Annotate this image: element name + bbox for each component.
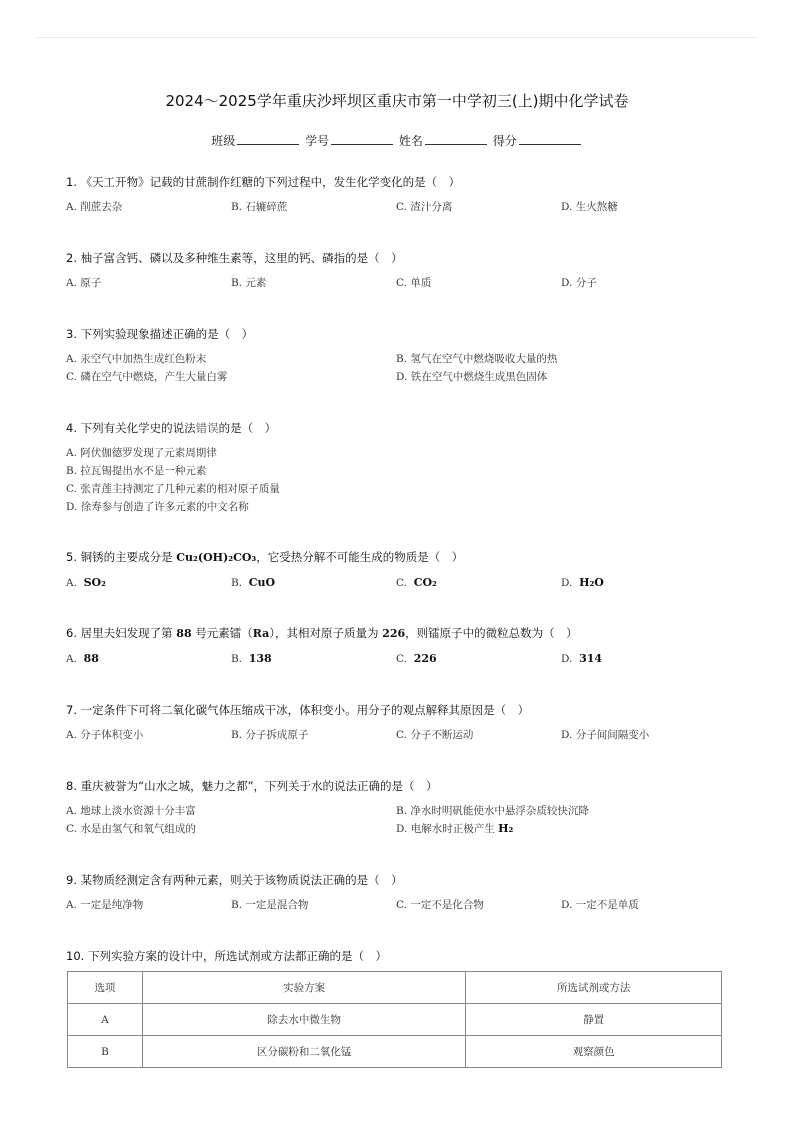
- stem-text: 5. 铜锈的主要成分是: [66, 550, 177, 564]
- option-c[interactable]: C. 水是由氢气和氧气组成的: [66, 823, 196, 835]
- option-a[interactable]: A. 阿伏伽德罗发现了元素周期律: [66, 447, 217, 459]
- options-row: [66, 574, 726, 592]
- option-d[interactable]: D. 分子: [561, 277, 597, 289]
- question-stem: 7. 一定条件下可将二氧化碳气体压缩成干冰，体积变小。用分子的观点解释其原因是（ ）: [66, 703, 530, 717]
- student-id-blank[interactable]: [331, 132, 393, 145]
- option-label: D.: [561, 653, 573, 665]
- question-stem: [66, 625, 726, 642]
- header-divider: [36, 37, 758, 38]
- option-c[interactable]: C. 渣汁分离: [396, 201, 453, 213]
- stem-number: 226: [382, 627, 406, 640]
- option-a[interactable]: A. 地球上淡水资源十分丰富: [66, 805, 196, 817]
- options-grid: [66, 350, 726, 386]
- question-stem: [66, 549, 726, 566]
- stem-text: 的是（ ）: [218, 421, 277, 435]
- option-b[interactable]: B. 分子拆成原子: [231, 729, 309, 741]
- table-header-cell: 实验方案: [142, 972, 465, 1004]
- experiment-table: [67, 971, 722, 1068]
- question-stem: 3. 下列实验现象描述正确的是（ ）: [66, 327, 254, 341]
- option-b[interactable]: B. 元素: [231, 277, 267, 289]
- option-label: B.: [231, 577, 243, 589]
- table-cell-method: 观察颜色: [466, 1036, 722, 1068]
- option-a[interactable]: A. 一定是纯净物: [66, 899, 144, 911]
- option-value: 88: [83, 652, 99, 665]
- stem-text: ，则镭原子中的微粒总数为（ ）: [405, 626, 578, 640]
- options-row: [66, 274, 726, 292]
- question-10: [66, 948, 726, 964]
- element-symbol: Ra: [252, 627, 270, 640]
- option-d[interactable]: D. 生火熬糖: [561, 201, 618, 213]
- option-c[interactable]: [396, 574, 561, 592]
- question-stem: 9. 某物质经测定含有两种元素，则关于该物质说法正确的是（ ）: [66, 873, 403, 887]
- option-a[interactable]: A. 削蔗去杂: [66, 201, 123, 213]
- table-cell-plan: 区分碳粉和二氧化锰: [142, 1036, 465, 1068]
- question-2: [66, 250, 726, 292]
- student-id-label: 学号: [305, 134, 330, 148]
- table-header-row: [68, 972, 722, 1004]
- option-c[interactable]: C. 张青莲主持测定了几种元素的相对原子质量: [66, 483, 280, 495]
- option-d[interactable]: [396, 820, 726, 838]
- stem-emphasis: 错误: [195, 421, 219, 435]
- stem-number: 88: [176, 627, 192, 640]
- table-cell-plan: 除去水中微生物: [142, 1004, 465, 1036]
- table-cell-option: A: [68, 1004, 143, 1036]
- stem-text: 4. 下列有关化学史的说法: [66, 421, 196, 435]
- option-c[interactable]: C. 磷在空气中燃烧，产生大量白雾: [66, 371, 228, 383]
- option-value: 138: [248, 652, 272, 665]
- option-b[interactable]: B. 石辘碎蔗: [231, 201, 288, 213]
- option-formula: SO₂: [83, 576, 106, 589]
- option-b[interactable]: B. 拉瓦锡提出水不是一种元素: [66, 465, 207, 477]
- stem-text: 6. 居里夫妇发现了第: [66, 626, 177, 640]
- option-b[interactable]: B. 净水时明矾能使水中悬浮杂质较快沉降: [396, 805, 589, 817]
- option-formula: CO₂: [413, 576, 437, 589]
- score-blank[interactable]: [519, 132, 581, 145]
- option-text: D. 电解水时正极产生: [396, 823, 499, 835]
- option-a[interactable]: [66, 574, 231, 592]
- option-formula: H₂O: [579, 576, 604, 589]
- option-d[interactable]: D. 分子间间隔变小: [561, 729, 650, 741]
- table-header-cell: 选项: [68, 972, 143, 1004]
- question-7: [66, 702, 726, 744]
- options-row: [66, 198, 726, 216]
- option-value: 314: [579, 652, 603, 665]
- option-value: 226: [413, 652, 437, 665]
- class-blank[interactable]: [237, 132, 299, 145]
- options-row: [66, 896, 726, 914]
- option-label: A.: [66, 577, 77, 589]
- options-grid: [66, 802, 726, 838]
- question-1: [66, 174, 726, 216]
- question-3: [66, 326, 726, 386]
- class-label: 班级: [211, 134, 236, 148]
- table-row[interactable]: [68, 1004, 722, 1036]
- option-d[interactable]: D. 一定不是单质: [561, 899, 639, 911]
- option-b[interactable]: [231, 650, 396, 668]
- question-5: [66, 549, 726, 592]
- question-4: [66, 420, 726, 516]
- options-row: [66, 726, 726, 744]
- option-b[interactable]: [231, 574, 396, 592]
- stem-text: ，它受热分解不可能生成的物质是（ ）: [256, 550, 464, 564]
- student-info-line: [0, 132, 794, 149]
- stem-text: 号元素镭（: [191, 626, 253, 640]
- page-title: 2024～2025学年重庆沙坪坝区重庆市第一中学初三(上)期中化学试卷: [165, 92, 629, 110]
- option-a[interactable]: A. 原子: [66, 277, 102, 289]
- options-row: [66, 650, 726, 668]
- name-label: 姓名: [398, 134, 423, 148]
- option-a[interactable]: A. 分子体积变小: [66, 729, 144, 741]
- option-formula: CuO: [248, 576, 276, 589]
- question-8: [66, 778, 726, 838]
- option-label: B.: [231, 653, 243, 665]
- question-9: [66, 872, 726, 914]
- option-b[interactable]: B. 氢气在空气中燃烧吸收大量的热: [396, 353, 558, 365]
- question-stem: 10. 下列实验方案的设计中，所选试剂或方法都正确的是（ ）: [66, 949, 387, 963]
- option-label: D.: [561, 577, 573, 589]
- option-c[interactable]: [396, 650, 561, 668]
- option-c[interactable]: C. 单质: [396, 277, 432, 289]
- question-stem: 8. 重庆被誉为“山水之城，魅力之都”，下列关于水的说法正确的是（ ）: [66, 779, 438, 793]
- option-b[interactable]: B. 一定是混合物: [231, 899, 309, 911]
- table-cell-option: B: [68, 1036, 143, 1068]
- option-d[interactable]: D. 铁在空气中燃烧生成黑色固体: [396, 371, 548, 383]
- option-c[interactable]: C. 分子不断运动: [396, 729, 474, 741]
- question-stem: [66, 420, 726, 436]
- table-header-cell: 所选试剂或方法: [466, 972, 722, 1004]
- option-d[interactable]: D. 徐寿参与创造了许多元素的中文名称: [66, 501, 249, 513]
- score-label: 得分: [492, 134, 517, 148]
- options-list: [66, 444, 726, 516]
- question-stem: 1. 《天工开物》记载的甘蔗制作红糖的下列过程中，发生化学变化的是（ ）: [66, 175, 461, 189]
- stem-text: ），其相对原子质量为: [269, 626, 383, 640]
- table-row[interactable]: [68, 1036, 722, 1068]
- question-6: [66, 625, 726, 668]
- question-stem: 2. 柚子富含钙、磷以及多种维生素等，这里的钙、磷指的是（ ）: [66, 251, 403, 265]
- option-a[interactable]: A. 汞空气中加热生成红色粉末: [66, 353, 207, 365]
- option-label: A.: [66, 653, 77, 665]
- option-label: C.: [396, 653, 407, 665]
- table-cell-method: 静置: [466, 1004, 722, 1036]
- option-d[interactable]: [561, 574, 726, 592]
- option-a[interactable]: [66, 650, 231, 668]
- option-d[interactable]: [561, 650, 726, 668]
- option-label: C.: [396, 577, 407, 589]
- option-formula: H₂: [498, 822, 514, 835]
- name-blank[interactable]: [425, 132, 487, 145]
- option-c[interactable]: C. 一定不是化合物: [396, 899, 484, 911]
- chemical-formula: Cu₂(OH)₂CO₃: [176, 551, 257, 564]
